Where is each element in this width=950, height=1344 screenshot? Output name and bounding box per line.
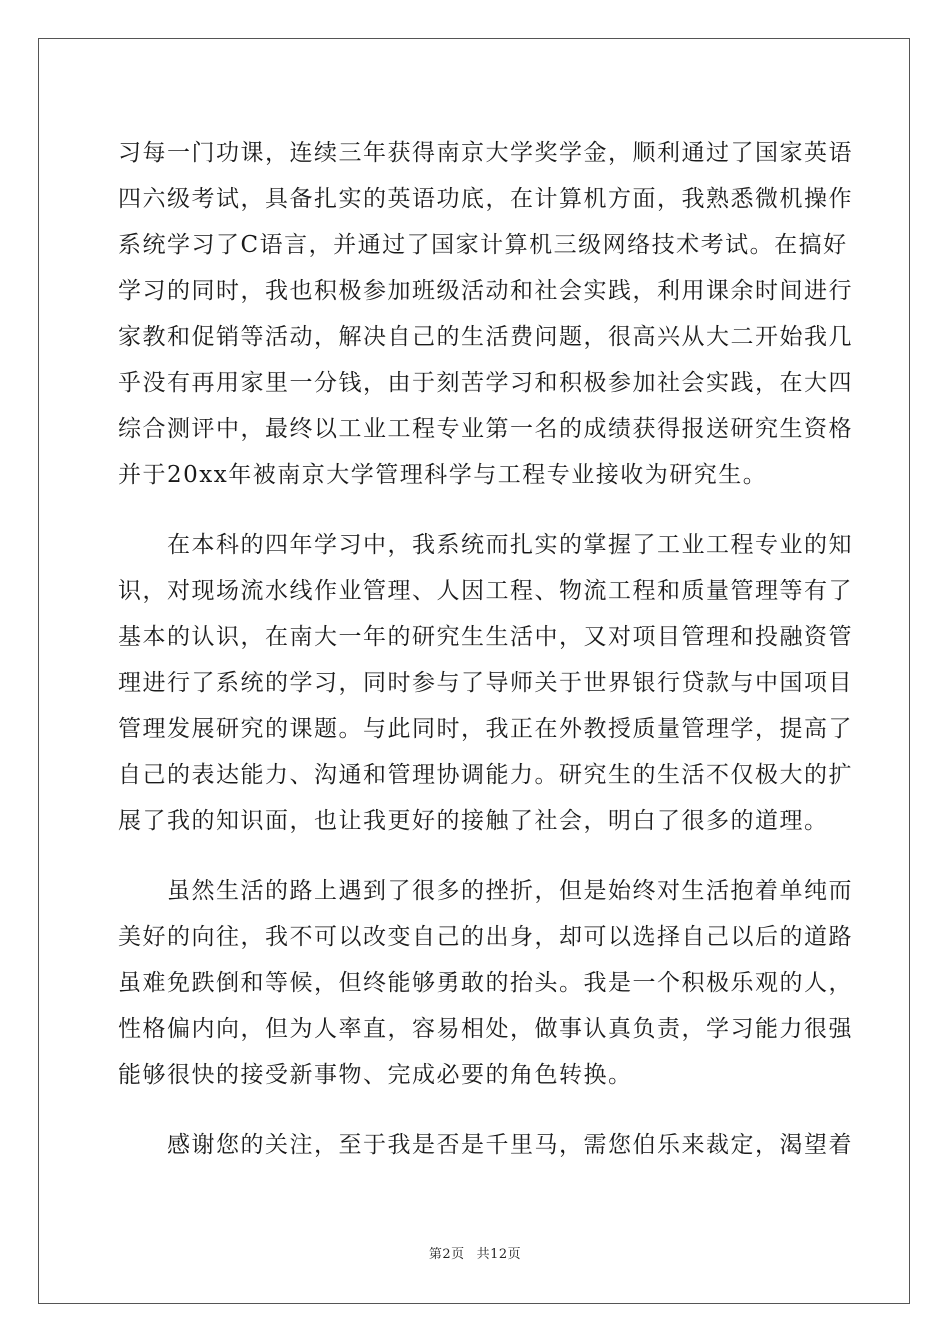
text-line: 习每一门功课，连续三年获得南京大学奖学金，顺利通过了国家英语 — [118, 140, 853, 166]
page-footer — [0, 1247, 950, 1263]
text-line: 四六级考试，具备扎实的英语功底，在计算机方面，我熟悉微机操作 — [118, 186, 853, 212]
text-line: 在本科的四年学习中，我系统而扎实的掌握了工业工程专业的知 — [118, 532, 853, 558]
text-line: 家教和促销等活动，解决自己的生活费问题，很高兴从大二开始我几 — [118, 324, 853, 350]
page-total: 共12页 — [476, 1247, 522, 1262]
text-line: 虽然生活的路上遇到了很多的挫折，但是始终对生活抱着单纯而 — [118, 878, 853, 904]
text-line: 感谢您的关注，至于我是否是千里马，需您伯乐来裁定，渴望着 — [118, 1132, 853, 1158]
text-line: 识，对现场流水线作业管理、人因工程、物流工程和质量管理等有了 — [118, 578, 853, 604]
text-line: 并于20xx年被南京大学管理科学与工程专业接收为研究生。 — [118, 462, 768, 488]
text-line: 综合测评中，最终以工业工程专业第一名的成绩获得报送研究生资格 — [118, 416, 853, 442]
text-line: 自己的表达能力、沟通和管理协调能力。研究生的生活不仅极大的扩 — [118, 762, 853, 788]
text-line: 美好的向往，我不可以改变自己的出身，却可以选择自己以后的道路 — [118, 924, 853, 950]
text-line: 虽难免跌倒和等候，但终能够勇敢的抬头。我是一个积极乐观的人， — [118, 970, 853, 996]
text-line: 学习的同时，我也积极参加班级活动和社会实践，利用课余时间进行 — [118, 278, 853, 304]
text-line: 理进行了系统的学习，同时参与了导师关于世界银行贷款与中国项目 — [118, 670, 853, 696]
text-line: 乎没有再用家里一分钱，由于刻苦学习和积极参加社会实践，在大四 — [118, 370, 853, 396]
text-line: 展了我的知识面，也让我更好的接触了社会，明白了很多的道理。 — [118, 808, 829, 834]
text-line: 系统学习了C语言，并通过了国家计算机三级网络技术考试。在搞好 — [118, 232, 848, 258]
text-line: 性格偏内向，但为人率直，容易相处，做事认真负责，学习能力很强 — [118, 1016, 853, 1042]
text-line: 基本的认识，在南大一年的研究生生活中，又对项目管理和投融资管 — [118, 624, 853, 650]
text-line: 管理发展研究的课题。与此同时，我正在外教授质量管理学，提高了 — [118, 716, 853, 742]
text-line: 能够很快的接受新事物、完成必要的角色转换。 — [118, 1062, 633, 1088]
page-number: 第2页 — [428, 1247, 465, 1262]
